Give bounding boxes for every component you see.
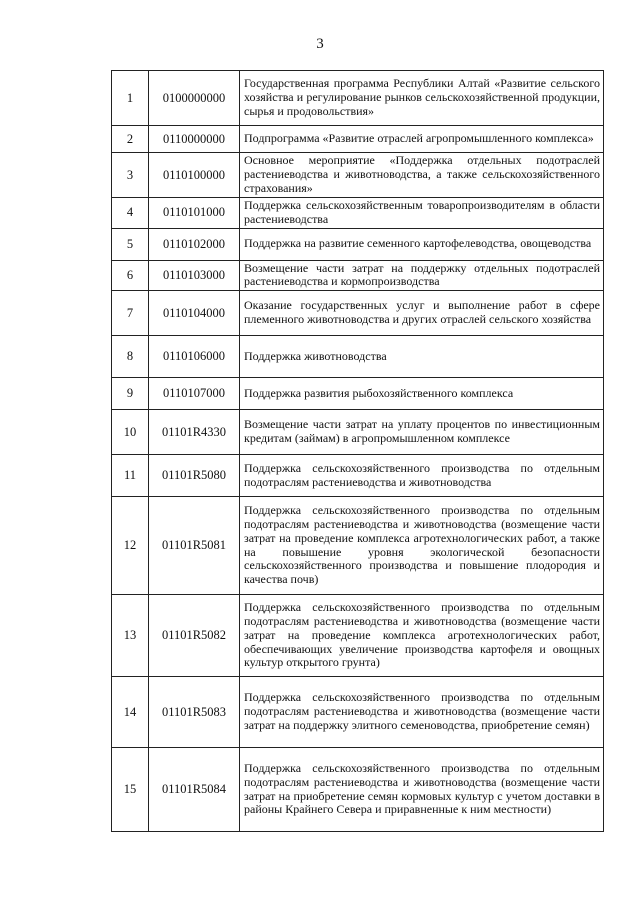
row-description: Поддержка сельскохозяйственного производства по отдельным подотраслям растениеводства и животноводства (возмещение части затрат на поддержку элитного семеноводства, приобретение семян) — [240, 677, 604, 748]
table-row — [112, 198, 604, 229]
row-number: 5 — [112, 228, 149, 260]
table-row — [112, 378, 604, 410]
budget-codes-table — [111, 70, 604, 832]
row-description: Подпрограмма «Развитие отраслей агропромышленного комплекса» — [240, 126, 604, 153]
row-description: Поддержка сельскохозяйственного производства по отдельным подотраслям растениеводства и животноводства (возмещение части затрат на проведение комплекса агротехнологических работ, обеспечивающих увеличение производства картофеля и овощных культур открытого грунта) — [240, 595, 604, 677]
row-description: Возмещение части затрат на уплату процентов по инвестиционным кредитам (займам) в агропромышленном комплексе — [240, 410, 604, 455]
row-number: 11 — [112, 455, 149, 497]
row-code: 0110103000 — [149, 260, 240, 291]
row-code: 01101R5084 — [149, 748, 240, 832]
row-description: Поддержка сельскохозяйственного производства по отдельным подотраслям растениеводства и животноводства — [240, 455, 604, 497]
row-number: 9 — [112, 378, 149, 410]
row-description: Возмещение части затрат на поддержку отдельных подотраслей растениеводства и кормопроизводства — [240, 260, 604, 291]
row-code: 01101R5083 — [149, 677, 240, 748]
row-code: 01101R5082 — [149, 595, 240, 677]
row-description: Поддержка развития рыбохозяйственного комплекса — [240, 378, 604, 410]
row-number: 2 — [112, 126, 149, 153]
table-row — [112, 677, 604, 748]
row-number: 3 — [112, 153, 149, 198]
row-number: 13 — [112, 595, 149, 677]
row-description: Поддержка на развитие семенного картофелеводства, овощеводства — [240, 228, 604, 260]
row-description: Поддержка сельскохозяйственным товаропроизводителям в области растениеводства — [240, 198, 604, 229]
table-row — [112, 748, 604, 832]
row-description: Оказание государственных услуг и выполнение работ в сфере племенного животноводства и других отраслей сельского хозяйства — [240, 291, 604, 336]
row-description: Поддержка животноводства — [240, 336, 604, 378]
row-description: Государственная программа Республики Алтай «Развитие сельского хозяйства и регулирование рынков сельскохозяйственной продукции, сырья и продовольствия» — [240, 71, 604, 126]
table-row — [112, 455, 604, 497]
table-row — [112, 291, 604, 336]
row-number: 8 — [112, 336, 149, 378]
row-code: 0110102000 — [149, 228, 240, 260]
table-row — [112, 260, 604, 291]
row-code: 01101R4330 — [149, 410, 240, 455]
row-code: 01101R5080 — [149, 455, 240, 497]
row-number: 10 — [112, 410, 149, 455]
row-code: 0110101000 — [149, 198, 240, 229]
page-number: 3 — [316, 36, 324, 52]
row-number: 7 — [112, 291, 149, 336]
row-number: 14 — [112, 677, 149, 748]
table-row — [112, 336, 604, 378]
row-number: 12 — [112, 497, 149, 595]
table-row — [112, 497, 604, 595]
row-description: Поддержка сельскохозяйственного производства по отдельным подотраслям растениеводства и животноводства (возмещение части затрат на приобретение семян кормовых культур с учетом доставки в районы Крайнего Севера и приравненные к ним местности) — [240, 748, 604, 832]
row-number: 1 — [112, 71, 149, 126]
row-description: Основное мероприятие «Поддержка отдельных подотраслей растениеводства и животноводства, а также сельскохозяйственного страхования» — [240, 153, 604, 198]
table-row — [112, 410, 604, 455]
row-code: 0100000000 — [149, 71, 240, 126]
row-code: 0110107000 — [149, 378, 240, 410]
table-row — [112, 71, 604, 126]
table-row — [112, 153, 604, 198]
row-description: Поддержка сельскохозяйственного производства по отдельным подотраслям растениеводства и животноводства (возмещение части затрат на проведение комплекса агротехнологических работ, а также на повышение уровня экологической безопасности сельскохозяйственного производства и повышение плодородия и качества почв) — [240, 497, 604, 595]
table-row — [112, 228, 604, 260]
row-number: 4 — [112, 198, 149, 229]
row-code: 0110100000 — [149, 153, 240, 198]
row-code: 0110000000 — [149, 126, 240, 153]
row-code: 0110104000 — [149, 291, 240, 336]
table-row — [112, 595, 604, 677]
table-row — [112, 126, 604, 153]
row-number: 15 — [112, 748, 149, 832]
row-code: 01101R5081 — [149, 497, 240, 595]
row-code: 0110106000 — [149, 336, 240, 378]
row-number: 6 — [112, 260, 149, 291]
